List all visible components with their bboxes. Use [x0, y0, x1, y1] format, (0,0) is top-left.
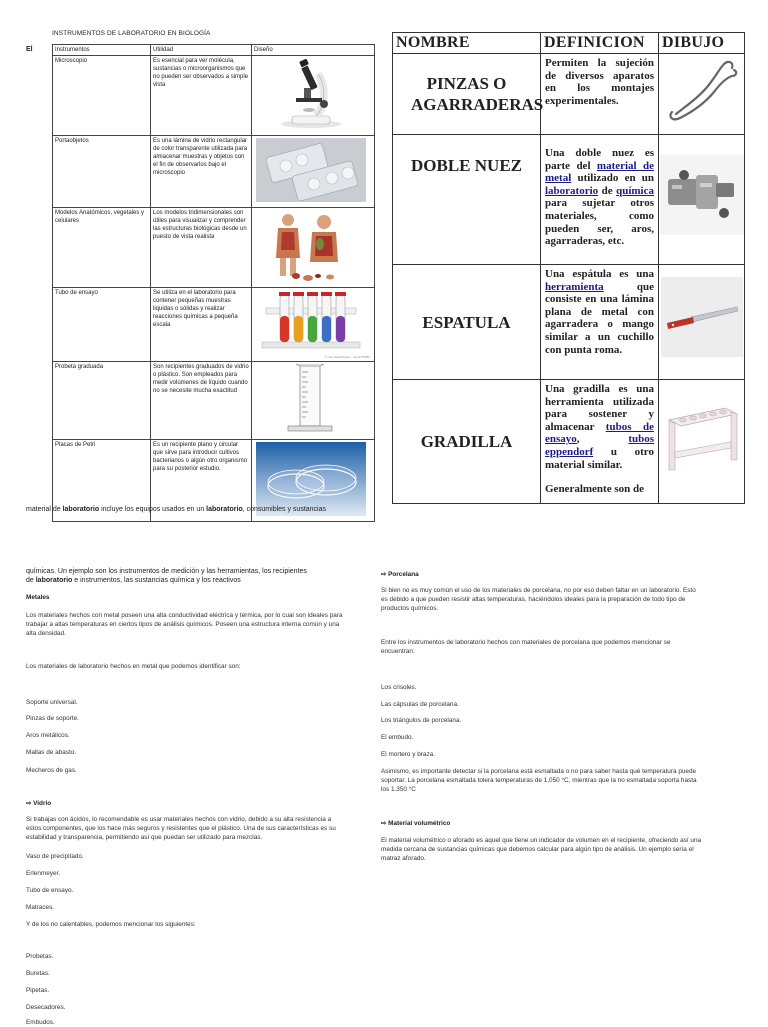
- instrument-name: Tubo de ensayo: [53, 288, 151, 362]
- intro-text: de: [26, 577, 36, 584]
- instrument-use: Son recipientes graduados de vidrio o plástico. Son empleados para medir volúmenes de líquido cuando no se necesite mucha exactitud: [151, 362, 252, 440]
- list-item: Probetas.: [26, 953, 54, 960]
- list-item: El mortero y braza.: [381, 751, 435, 758]
- definition-text: de: [598, 184, 617, 197]
- porcelana-intro: Entre los instrumentos de laboratorio hechos con materiales de porcelana que podemos mencionar se encuentran:: [381, 639, 671, 655]
- intro-keyword: laboratorio: [35, 577, 73, 584]
- table-row: [53, 288, 375, 362]
- list-item: Desecadores.: [26, 1004, 66, 1011]
- volumetrico-paragraph: El material volumétrico o aforado es aquel que tiene un indicador de volumen en el recipiente, ofreciendo así una medida cercana de sustancias químicas que debemos calcular para algún tipo de análisis. Un ejemplo sería el matraz aforado.: [381, 837, 702, 862]
- list-item: El embudo.: [381, 734, 414, 741]
- instrument-name: Modelos Anatómicos, vegetales y celulares: [53, 208, 151, 288]
- list-item: Pipetas.: [26, 987, 50, 994]
- no-calentables-intro: Y de los no calentables, podemos mencionar los siguientes:: [26, 921, 196, 928]
- table-row: [393, 265, 745, 380]
- intro-text: incluye los equipos usados en un: [99, 506, 207, 513]
- list-item: Mecheros de gas.: [26, 767, 77, 774]
- instrument-name: Portaobjetos: [53, 136, 151, 208]
- tool-name: ESPATULA: [422, 312, 511, 332]
- metales-intro: Los materiales de laboratorio hechos en metal que podemos identificar son:: [26, 663, 241, 670]
- microscope-image: [252, 56, 375, 136]
- list-item: Vaso de precipitado.: [26, 853, 84, 860]
- instrument-use: Es una lámina de vidrio rectangular de color transparente utilizada para almacenar muestras y objetos con el fin de observarlos bajo el microscopio: [151, 136, 252, 208]
- tool-definition: Permiten la sujeción de diversos aparatos en los montajes experimentales.: [541, 54, 659, 135]
- test-tubes-image: [252, 288, 375, 362]
- graduated-cylinder-image: [252, 362, 375, 440]
- link-laboratorio[interactable]: laboratorio: [545, 184, 599, 197]
- list-item: Mallas de abasto.: [26, 749, 77, 756]
- porcelana-note: Asimismo, es importante detectar si la porcelana está esmaltada o no para saber hasta qué temperatura puede soportar. La porcelana esmaltada tolera temperaturas de 1.050 °C, mientras que la no esmaltada soporta hasta los 1.350 °C: [381, 768, 697, 793]
- list-item: Matraces.: [26, 904, 55, 911]
- table-row: [53, 136, 375, 208]
- tool-definition: [541, 265, 659, 380]
- vidrio-paragraph: Si trabajas con ácidos, lo recomendable es usar materiales hechos con vidrio, debido a su alta resistencia a estos componentes, que los hace más seguros y resistentes que el plástico. Una de sus características es su estabilidad y transparencia, permitiendo así que puedan ser utilizado para mezclas.: [26, 816, 336, 841]
- intro-keyword: laboratorio: [62, 506, 100, 513]
- table-header-row: [53, 45, 375, 56]
- definition-text: utilizado en un: [571, 172, 654, 185]
- instruments-title: INSTRUMENTOS DE LABORATORIO EN BIOLOGÍA: [52, 30, 211, 37]
- column-header: NOMBRE: [393, 33, 541, 54]
- list-item: Tubo de ensayo.: [26, 887, 74, 894]
- list-item: Buretas.: [26, 970, 50, 977]
- list-item: Las cápsulas de porcelana.: [381, 701, 459, 708]
- spatula-image: [659, 265, 745, 380]
- slides-image: [252, 136, 375, 208]
- tools-table: [392, 32, 745, 504]
- instrument-use: Es esencial para ver molécula, sustancias o microorganismos que no pueden ser observados a simple vista: [151, 56, 252, 136]
- table-row: [393, 380, 745, 504]
- column-header: DIBUJO: [659, 33, 745, 54]
- intro-text: material de: [26, 506, 63, 513]
- section-marker: El: [26, 46, 33, 53]
- intro-line-1: [26, 506, 326, 513]
- list-item: Embudos.: [26, 1019, 55, 1026]
- instrument-use: Los modelos tridimensionales son útiles para visualizar y comprender las estructuras biológicas desde un puesto de vista realista: [151, 208, 252, 288]
- table-row: [393, 54, 745, 135]
- link-metal-material[interactable]: material de metal: [545, 159, 655, 185]
- definition-text: que consiste en una lámina plana de metal con agarradera o mango similar a un cuchillo con punta roma.: [545, 280, 654, 356]
- link-quimica[interactable]: química: [616, 184, 654, 197]
- instrument-name: Placas de Petri: [53, 440, 151, 522]
- tool-name: DOBLE NUEZ: [411, 156, 522, 175]
- intro-text: e instrumentos, las sustancias química y los reactivos: [72, 577, 241, 584]
- instrument-use: Se utiliza en el laboratorio para contener pequeñas muestras liquidas o sólidas y realizar reacciones químicas a pequeña escala: [151, 288, 252, 362]
- test-tube-rack-image: [659, 380, 745, 504]
- metales-paragraph: Los materiales hechos con metal poseen una alta conductividad eléctrica y térmica, por lo cual son ideales para trabajar a altas temperaturas en ciertos tipos de análisis químicos. Poseen una estructura interna común y una alta densidad.: [26, 612, 343, 637]
- list-item: Aros metálicos.: [26, 732, 70, 739]
- intro-line-3: [26, 577, 241, 584]
- porcelana-heading: ⇨ Porcelana: [381, 571, 419, 578]
- definition-text: para sujetar otros materiales, como pueden ser, aros, agarraderas, etc.: [545, 197, 654, 248]
- instruments-table: [52, 44, 375, 522]
- definition-text: ,: [576, 433, 629, 446]
- link-tubos-eppendorf[interactable]: tubos eppendorf: [545, 433, 654, 458]
- instrument-name: Microscopio: [53, 56, 151, 136]
- image-caption: © Can Stock Photo - csp 9775462: [324, 355, 370, 359]
- definition-text: Generalmente son de: [545, 483, 644, 496]
- volumetrico-heading: ⇨ Material volumétrico: [381, 820, 451, 827]
- definition-text: Una espátula es una: [545, 268, 654, 280]
- porcelana-paragraph: Si bien no es muy común el uso de los materiales de porcelana, no por eso deben faltar en un laboratorio. Esto es debido a que pueden resistir altas temperaturas, haciéndolos ideales para la preparación de todo tipo de productos químicos.: [381, 587, 696, 612]
- intro-line-2: químicas. Un ejemplo son los instrumentos de medición y las herramientas, los recipientes: [26, 568, 307, 575]
- instrument-use: Es un recipiente plano y circular que sirve para introducir cultivos bacterianos o algún otro organismo para su posterior estudio.: [151, 440, 252, 522]
- column-header: Instrumentos: [53, 45, 151, 56]
- vidrio-heading: ⇨ Vidrio: [26, 800, 52, 807]
- anatomical-models-image: [252, 208, 375, 288]
- link-herramienta[interactable]: herramienta: [545, 280, 604, 293]
- list-item: Los triángulos de porcelana.: [381, 717, 462, 724]
- definition-text: u otro material similar.: [545, 445, 654, 471]
- list-item: Pinzas de soporte.: [26, 715, 79, 722]
- tool-name: PINZAS O AGARRADERAS: [411, 74, 544, 114]
- column-header: DEFINICION: [541, 33, 659, 54]
- column-header: Utilidad: [151, 45, 252, 56]
- list-item: Los crisoles.: [381, 684, 417, 691]
- table-header-row: [393, 33, 745, 54]
- double-boss-image: [659, 135, 745, 265]
- table-row: [53, 56, 375, 136]
- list-item: Soporte universal.: [26, 699, 78, 706]
- link-tubos-ensayo[interactable]: tubos de ensayo: [545, 420, 654, 446]
- clamp-tongs-image: [659, 54, 745, 135]
- instrument-name: Probeta graduada: [53, 362, 151, 440]
- table-row: [393, 135, 745, 265]
- intro-text: , consumibles y sustancias: [242, 506, 326, 513]
- intro-keyword: laboratorio: [206, 506, 243, 513]
- tool-name: GRADILLA: [420, 432, 513, 451]
- column-header: Diseño: [252, 45, 375, 56]
- table-row: [53, 362, 375, 440]
- list-item: Erlenmeyer.: [26, 870, 61, 877]
- tool-definition: [541, 135, 659, 265]
- definition-text: Una doble nuez es parte del: [545, 147, 654, 172]
- metales-heading: Metales: [26, 594, 50, 601]
- tool-definition: [541, 380, 659, 504]
- definition-text: Una gradilla es una herramienta utilizada para sostener y almacenar: [545, 383, 654, 433]
- table-row: [53, 208, 375, 288]
